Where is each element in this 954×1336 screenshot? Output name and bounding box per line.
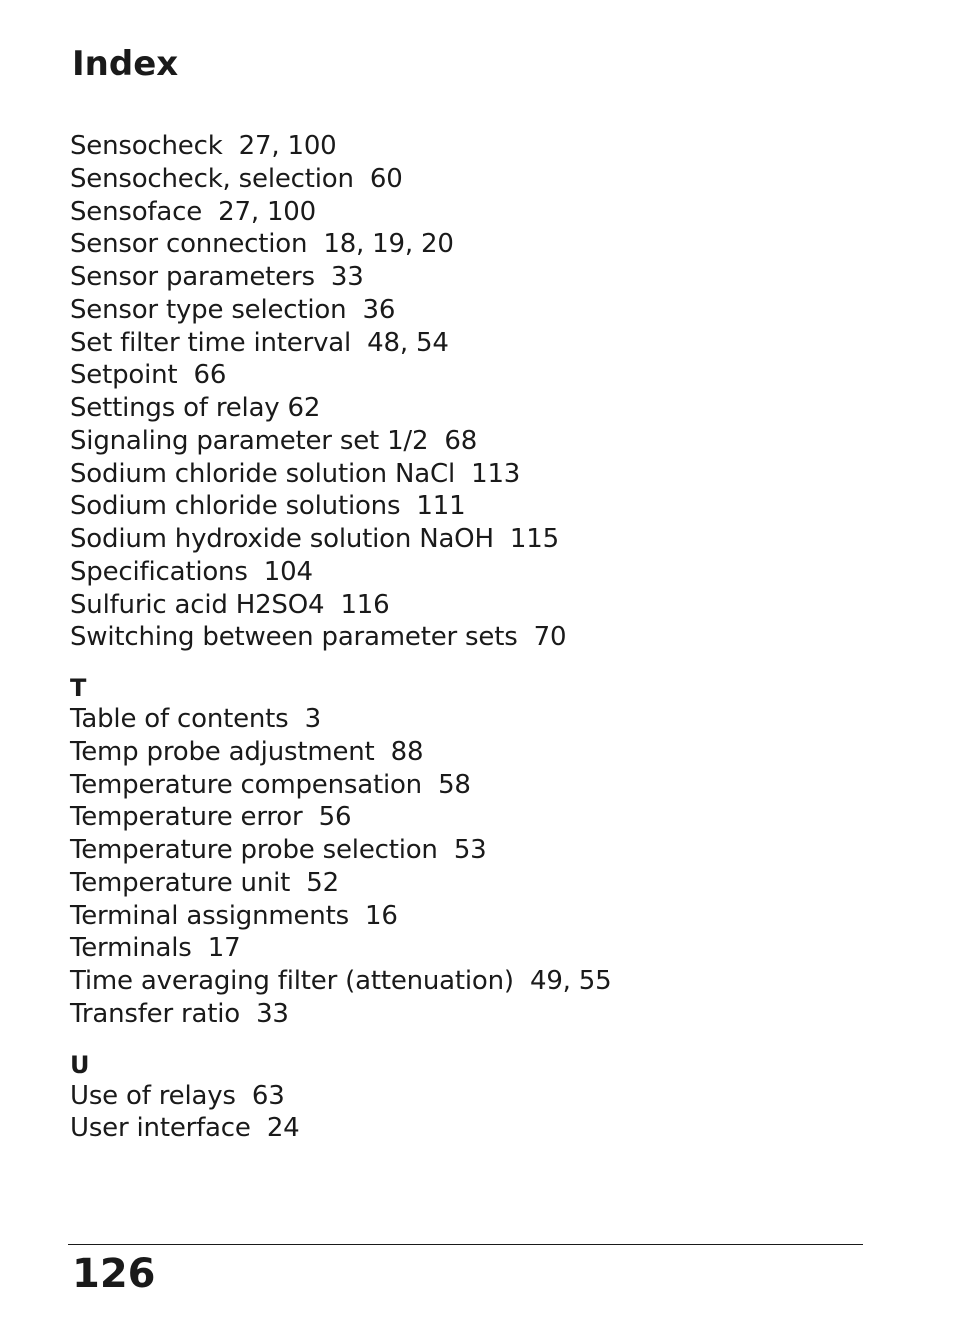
index-entry: Transfer ratio 33 (70, 998, 289, 1029)
index-entry: Signaling parameter set 1/2 68 (70, 425, 478, 456)
page-number: 126 (72, 1251, 156, 1297)
index-entry-list (70, 703, 870, 1031)
index-entry: Sensor connection 18, 19, 20 (70, 229, 454, 260)
index-entry: Terminals 17 (70, 933, 241, 964)
index-section-s (70, 130, 870, 654)
index-entry: Sulfuric acid H2SO4 116 (70, 589, 390, 620)
index-entry-list (70, 130, 870, 654)
index-entry: Temperature compensation 58 (70, 769, 471, 800)
index-entry-list (70, 1080, 870, 1146)
index-section-t (70, 667, 870, 1031)
index-entry: Temperature unit 52 (70, 867, 339, 898)
index-entry: Specifications 104 (70, 556, 313, 587)
index-entry: Settings of relay 62 (70, 393, 321, 423)
index-entry: Switching between parameter sets 70 (70, 622, 567, 653)
index-entry: Sensor type selection 36 (70, 294, 396, 325)
index-entry: Sensor parameters 33 (70, 262, 364, 292)
index-entry: Setpoint 66 (70, 360, 227, 391)
index-body (70, 130, 870, 1145)
index-entry: Sensocheck 27, 100 (70, 131, 337, 161)
footer-divider (68, 1244, 863, 1245)
index-entry: Use of relays 63 (70, 1080, 285, 1111)
index-entry: Set filter time interval 48, 54 (70, 327, 449, 358)
index-entry: Temp probe adjustment 88 (70, 736, 424, 767)
section-letter: U (70, 1050, 90, 1079)
index-entry: Terminal assignments 16 (70, 900, 398, 931)
index-entry: Time averaging filter (attenuation) 49, 55 (70, 966, 612, 996)
index-entry: Sodium chloride solutions 111 (70, 491, 466, 522)
index-entry: Sensoface 27, 100 (70, 196, 316, 227)
index-entry: User interface 24 (70, 1113, 300, 1144)
index-entry: Temperature probe selection 53 (70, 835, 487, 865)
index-section-u (70, 1044, 870, 1146)
index-entry: Sodium hydroxide solution NaOH 115 (70, 524, 559, 554)
index-entry: Sodium chloride solution NaCl 113 (70, 458, 521, 489)
page-title: Index (72, 44, 179, 84)
index-entry: Table of contents 3 (70, 704, 321, 734)
section-letter: T (70, 674, 87, 702)
index-entry: Temperature error 56 (70, 802, 352, 833)
index-entry: Sensocheck, selection 60 (70, 163, 403, 194)
